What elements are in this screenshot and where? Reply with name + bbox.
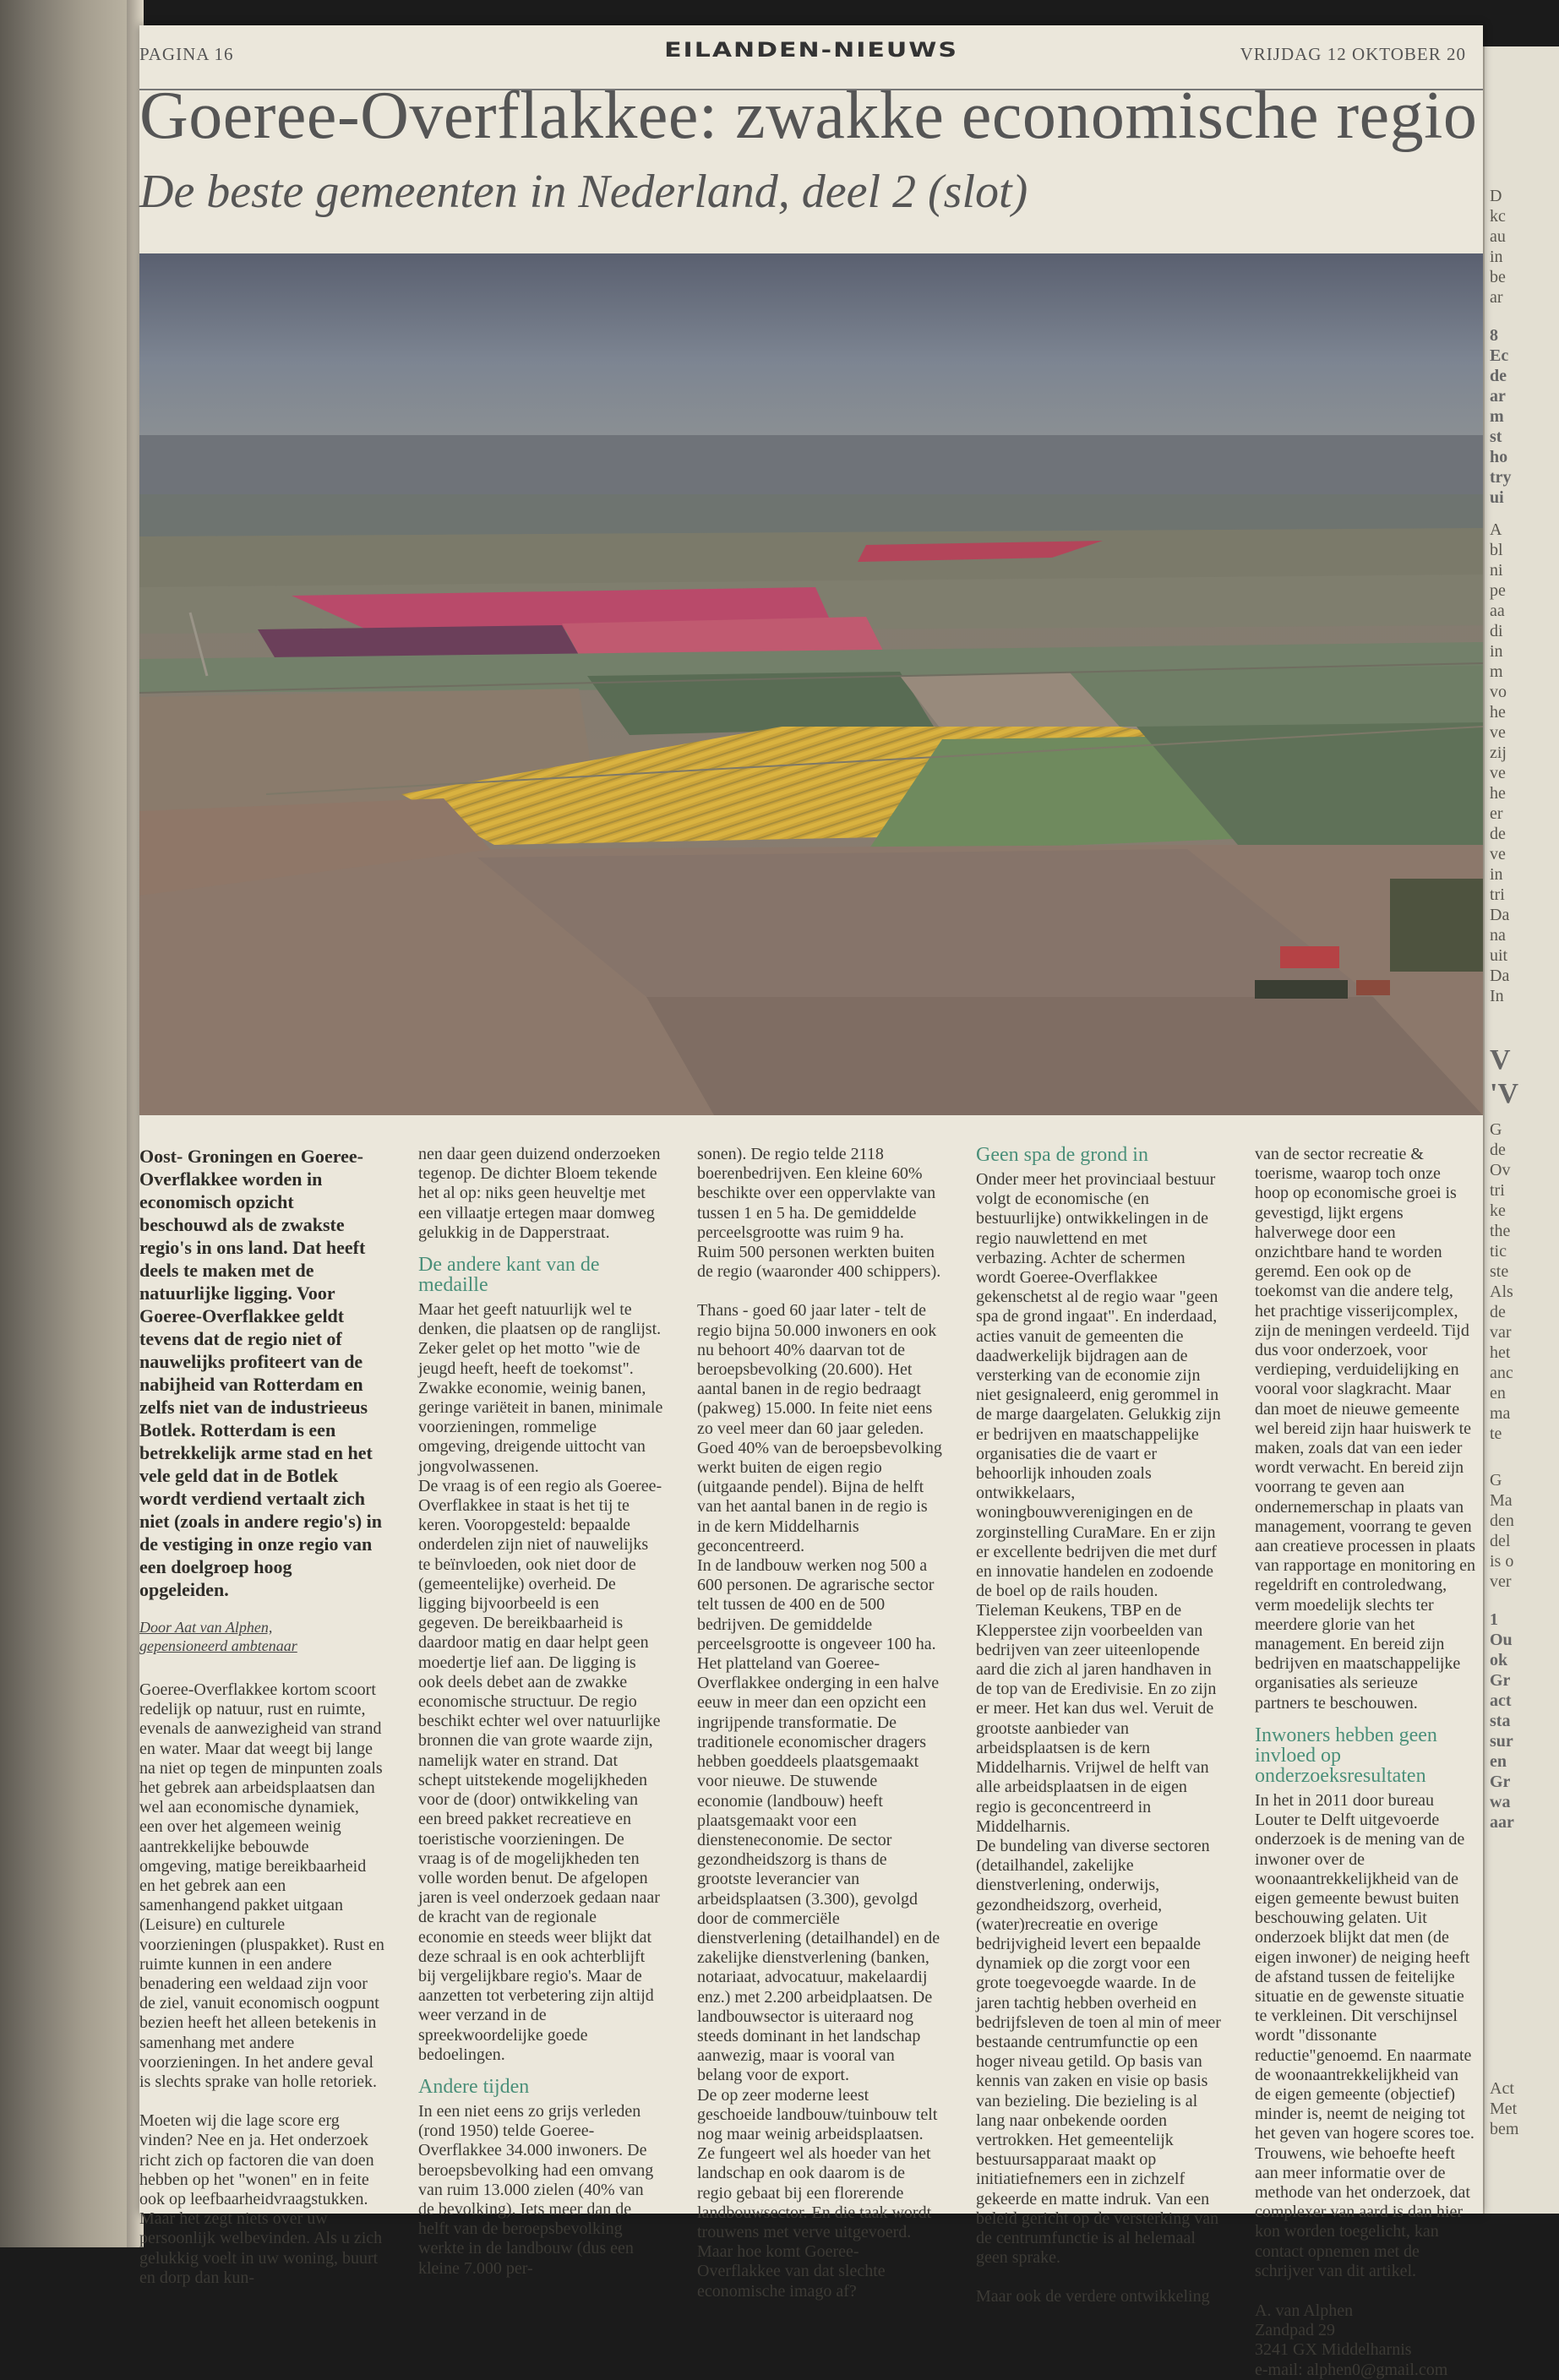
contact-name: A. van Alphen bbox=[1255, 2301, 1354, 2320]
issue-date: VRIJDAG 12 OKTOBER 20 bbox=[1240, 44, 1466, 64]
section-heading: De andere kant van de medaille bbox=[418, 1254, 600, 1297]
byline-role: gepensioneerd ambtenaar bbox=[139, 1637, 297, 1654]
article-column-5 bbox=[1255, 1145, 1476, 2380]
headline: Goeree-Overflakkee: zwakke economische regio bbox=[139, 79, 1478, 153]
next-page-fragment: Act Met bem bbox=[1490, 2079, 1519, 2138]
paragraph: Goeree-Overflakkee kortom scoort redelijk op natuur, rust en ruimte, evenals de aanwezigheid van strand en water. Maar dat weegt bij lange na niet op tegen de minpunten zoals het gebrek aan arbeidsplaatsen dan wel aan economische dynamiek, een over het algemeen weinig aantrekkelijke bebouwde omgeving, matige bereikbaarheid en het gebrek aan een samenhangend pakket uitgaan (Leisure) en culturele voorzieningen (pluspakket). Rust en ruimte kunnen in een andere benadering een weldaad zijn voor de ziel, vanuit economisch oogpunt bezien heeft het alleen betekenis in samenhang met andere voorzieningen. In het andere geval is slechts sprake van holle retoriek. bbox=[139, 1680, 384, 2092]
next-page-fragment: G Ma den del is o ver bbox=[1490, 1471, 1514, 1591]
binding-edge bbox=[0, 0, 139, 2247]
article-column-2 bbox=[418, 1145, 663, 2279]
paragraph: De bundeling van diverse sectoren (detailhandel, zakelijke dienstverlening, onderwijs, gezondheidszorg, overheid, (water)recreatie en overige bedrijvigheid levert een bepaalde dynamiek op die zorgt voor een grote toegevoegde waarde. In de jaren tachtig hebben overheid en bedrijfsleven de toen al min of meer bestaande centrumfunctie op een hoger niveau getild. Op basis van kennis van zaken en visie op basis van bezieling. Die bezieling is al lang naar onbekende oorden vertrokken. Het gemeentelijk bestuursapparaat maakt op initiatiefnemers een in zichzelf gekeerde en matte indruk. Van een beleid gericht op de versterking van de centrumfunctie is al helemaal geen sprake. bbox=[976, 1836, 1221, 2268]
paragraph: Onder meer het provinciaal bestuur volgt de economische (en bestuurlijke) ontwikkelingen in de regio nauwlettend en met verbazing. Achter de schermen wordt Goeree-Overflakkee gekenschetst al de regio waar "geen spa de grond ingaat". En inderdaad, acties vanuit de gemeenten die daadwerkelijk bijdragen aan de versterking van de economie zijn niet gesignaleerd, enig gerommel in de marge daargelaten. Gelukkig zijn er bedrijven en maatschappelijke organisaties die de vaart er behoorlijk inhouden zoals ontwikkelaars, woningbouwverenigingen en de zorginstelling CuraMare. En er zijn er excellente bedrijven die met durf en innovatie handelen en zodoende de boel op de rails houden. Tieleman Keukens, TBP en de Klepperstee zijn voorbeelden van bedrijven van zeer uiteenlopende aard die zich al jaren handhaven in de top van de Eredivisie. En zo zijn er meer. Het kan dus wel. Veruit de grootste aanbieder van arbeidsplaatsen is de kern Middelharnis. Vrijwel de helft van alle arbeidsplaatsen in de eigen regio is geconcentreerd in Middelharnis. bbox=[976, 1170, 1221, 1836]
paragraph: Maar het geeft natuurlijk wel te denken, die plaatsen op de ranglijst. Zeker gelet op het motto "wie de jeugd heeft, heeft de toekomst". Zwakke economie, weinig banen, geringe variëteit in banen, minimale voorzieningen, rommelige omgeving, dreigende uittocht van jongvolwassenen. bbox=[418, 1300, 663, 1476]
paragraph: In een niet eens zo grijs verleden (rond 1950) telde Goeree-Overflakkee 34.000 inwoners. De beroepsbevolking had een omvang van ruim 13.000 zielen (40% van de bevolking). Iets meer dan de helft van de beroepsbevolking werkte in de landbouw (dus een kleine 7.000 per- bbox=[418, 2101, 654, 2278]
aerial-photo-tulip-fields bbox=[139, 253, 1483, 1115]
paragraph: Moeten wij die lage score erg vinden? Nee en ja. Het onderzoek richt zich op factoren die van doen hebben op het "wonen" en in feite ook op leefbaarheidvraagstukken. Maar het zegt niets over uw persoonlijk welbevinden. Als u zich gelukkig voelt in uw woning, buurt en dorp dan kun- bbox=[139, 2111, 383, 2287]
byline bbox=[139, 1618, 384, 1655]
next-page-fragment: G de Ov tri ke the tic ste Als de var het anc en ma te bbox=[1490, 1120, 1513, 1443]
paragraph: Trouwens, wie behoefte heeft aan meer informatie over de methode van het onderzoek, dat complexer van aard is dan hier kon worden toegelicht, kan contact opnemen met de schrijver van dit artikel. bbox=[1255, 2143, 1470, 2280]
paragraph: In de landbouw werken nog 500 a 600 personen. De agrarische sector telt tussen de 400 en de 500 bedrijven. De gemiddelde perceelsgrootte is ongeveer 100 ha. Het platteland van Goeree-Overflakkee onderging in een halve eeuw in meer dan een opzicht een ingrijpende transformatie. De traditionele economischer dragers hebben goeddeels plaatsgemaakt voor nieuwe. De stuwende economie (landbouw) heeft plaatsgemaakt voor een diensteneconomie. De sector gezondheidszorg is thans de grootste leverancier van arbeidsplaatsen (3.300), gevolgd door de commerciële dienstverlening (detailhandel) en de zakelijke dienstverlening (banken, notariaat, advocatuur, makelaardij enz.) met 2.200 arbeidplaatsen. De landbouwsector is uiteraard nog steeds dominant in het landschap aanwezig, maar is vooral van belang voor de export. bbox=[697, 1556, 940, 2085]
masthead: EILANDEN-NIEUWS bbox=[664, 38, 958, 63]
paragraph: van de sector recreatie & toerisme, waarop toch onze hoop op economische groei is gevestigd, lijkt ergens halverwege door een onzichtbare hand te worden geremd. Een ook op de toekomst van die andere telg, het prachtige visserijcomplex, zijn de meningen verdeeld. Tijd dus voor onderzoek, voor verdieping, verduidelijking en vooral voor slagkracht. Maar dan moet de nieuwe gemeente wel bereid zijn haar huiswerk te maken, zoals dat van een ieder wordt verwacht. En bereid zijn voorrang te geven aan ondernemerschap in plaats van management, voorrang te geven aan creatieve processen in plaats van rapportage en monitoring en regeldrift en controledwang, verm moedelijk slechts ter meerdere glorie van het management. En bereid zijn bedrijven en maatschappelijke organisaties als serieuze partners te beschouwen. bbox=[1255, 1145, 1476, 1713]
next-page-fragment: V 'V bbox=[1490, 1044, 1518, 1109]
next-page-fragment: 1 Ou ok Gr act sta sur en Gr wa aar bbox=[1490, 1610, 1514, 1832]
paragraph: Maar ook de verdere ontwikkeling bbox=[976, 2287, 1210, 2306]
section-heading: Geen spa de grond in bbox=[976, 1144, 1148, 1166]
paragraph: De op zeer moderne leest geschoeide landbouw/tuinbouw telt nog maar weinig arbeidsplaatsen. Ze fungeert wel als hoeder van het landschap en ook daarom is de regio gebaat bij een florerende landbouwsector. En die taak wordt trouwens met verve uitgevoerd. Maar hoe komt Goeree-Overflakkee van dat slechte economische imago af? bbox=[697, 2085, 938, 2301]
author-contact bbox=[1255, 2301, 1476, 2380]
byline-author: Door Aat van Alphen, bbox=[139, 1619, 273, 1636]
section-heading: Inwoners hebben geen invloed op onderzoeksresultaten bbox=[1255, 1724, 1437, 1787]
paragraph: De vraag is of een regio als Goeree-Overflakkee in staat is het tij te keren. Vooropgesteld: bepaalde onderdelen zijn niet of nauwelijks te beïnvloeden, ook niet door de (gemeentelijke) overheid. De ligging bijvoorbeeld is een gegeven. De bereikbaarheid is daardoor matig en daar helpt geen moedertje lief aan. De ligging is ook deels debet aan de zwakke economische structuur. De regio beschikt echter wel over natuurlijke bronnen die van grote waarde zijn, namelijk water en strand. Dat schept uitstekende mogelijkheden voor de (door) ontwikkeling van een breed pakket recreatieve en toeristische voorzieningen. De vraag is of de mogelijkheden ten volle worden benut. De afgelopen jaren is veel onderzoek gedaan naar de kracht van de regionale economie en steeds weer blijkt dat deze schraal is en ook achterblijft bij vergelijkbare regio's. Maar de aanzetten tot verbetering zijn altijd weer verzand in de spreekwoordelijke goede bedoelingen. bbox=[418, 1476, 662, 2064]
next-page-fragment: D kc au in be ar bbox=[1490, 187, 1506, 307]
paragraph: In het in 2011 door bureau Louter te Delft uitgevoerde onderzoek is de mening van de inwoner over de woonaantrekkelijkheid van de eigen gemeente bewust buiten beschouwing gelaten. Uit onderzoek blijkt dat men (de eigen inwoner) de neiging heeft de afstand tussen de feitelijke situatie en de gewenste situatie te verkleinen. Dit verschijnsel wordt "dissonante reductie"genoemd. En naarmate de woonaantrekkelijkheid van de eigen gemeente (objectief) minder is, neemt de neiging tot het geven van hogere scores toe. bbox=[1255, 1790, 1475, 2143]
page-number: PAGINA 16 bbox=[139, 44, 234, 64]
article-lead: Oost- Groningen en Goeree-Overflakkee worden in economisch opzicht beschouwd als de zwakste regio's in ons land. Dat heeft deels te maken met de natuurlijke ligging. Voor Goeree-Overflakkee geldt tevens dat de regio niet of nauwelijks profiteert van de nabijheid van Rotterdam en zelfs niet van de industrieeus Botlek. Rotterdam is een betrekkelijk arme stad en het vele geld dat in de Botlek wordt verdiend vertaalt zich niet (zoals in andere regio's) in de vestiging in onze regio van een doelgroep hoog opgeleiden. bbox=[139, 1146, 383, 1600]
paragraph: sonen). De regio telde 2118 boerenbedrijven. Een kleine 60% beschikte over een oppervlakte van tussen 1 en 5 ha. De gemiddelde perceelsgrootte was ruim 9 ha. Ruim 500 personen werkten buiten de regio (waaronder 400 schippers). bbox=[697, 1145, 941, 1282]
article-column-3 bbox=[697, 1145, 942, 2301]
section-heading: Andere tijden bbox=[418, 2075, 530, 2098]
paragraph: nen daar geen duizend onderzoeken tegenop. De dichter Bloem tekende het al op: niks geen heuveltje met een villaatje ertegen maar domweg gelukkig in de Dapperstraat. bbox=[418, 1145, 661, 1242]
next-page-fragment: 8 Ec de ar m st ho try ui bbox=[1490, 326, 1512, 507]
contact-city: 3241 GX Middelharnis bbox=[1255, 2340, 1412, 2360]
article-column-4 bbox=[976, 1145, 1221, 2307]
article-column-1 bbox=[139, 1145, 384, 2288]
paragraph: Thans - goed 60 jaar later - telt de regio bijna 50.000 inwoners en ook nu behoort 40% daarvan tot de beroepsbevolking (20.600). Het aantal banen in de regio bedraagt (pakweg) 15.000. In feite niet eens zo veel meer dan 60 jaar geleden. Goed 40% van de beroepsbevolking werkt buiten de eigen regio (uitgaande pendel). Bijna de helft van het aantal banen in de regio is in de kern Middelharnis geconcentreerd. bbox=[697, 1301, 942, 1555]
contact-email: e-mail: alphen0@gmail.com bbox=[1255, 2360, 1448, 2379]
next-page-strip bbox=[1483, 46, 1559, 2214]
newspaper-page bbox=[139, 25, 1483, 2379]
next-page-fragment: A bl ni pe aa di in m vo he ve zij ve he er de ve in tri Da na uit Da In bbox=[1490, 520, 1510, 1005]
subheadline: De beste gemeenten in Nederland, deel 2 (slot) bbox=[139, 166, 1028, 218]
contact-street: Zandpad 29 bbox=[1255, 2321, 1335, 2340]
